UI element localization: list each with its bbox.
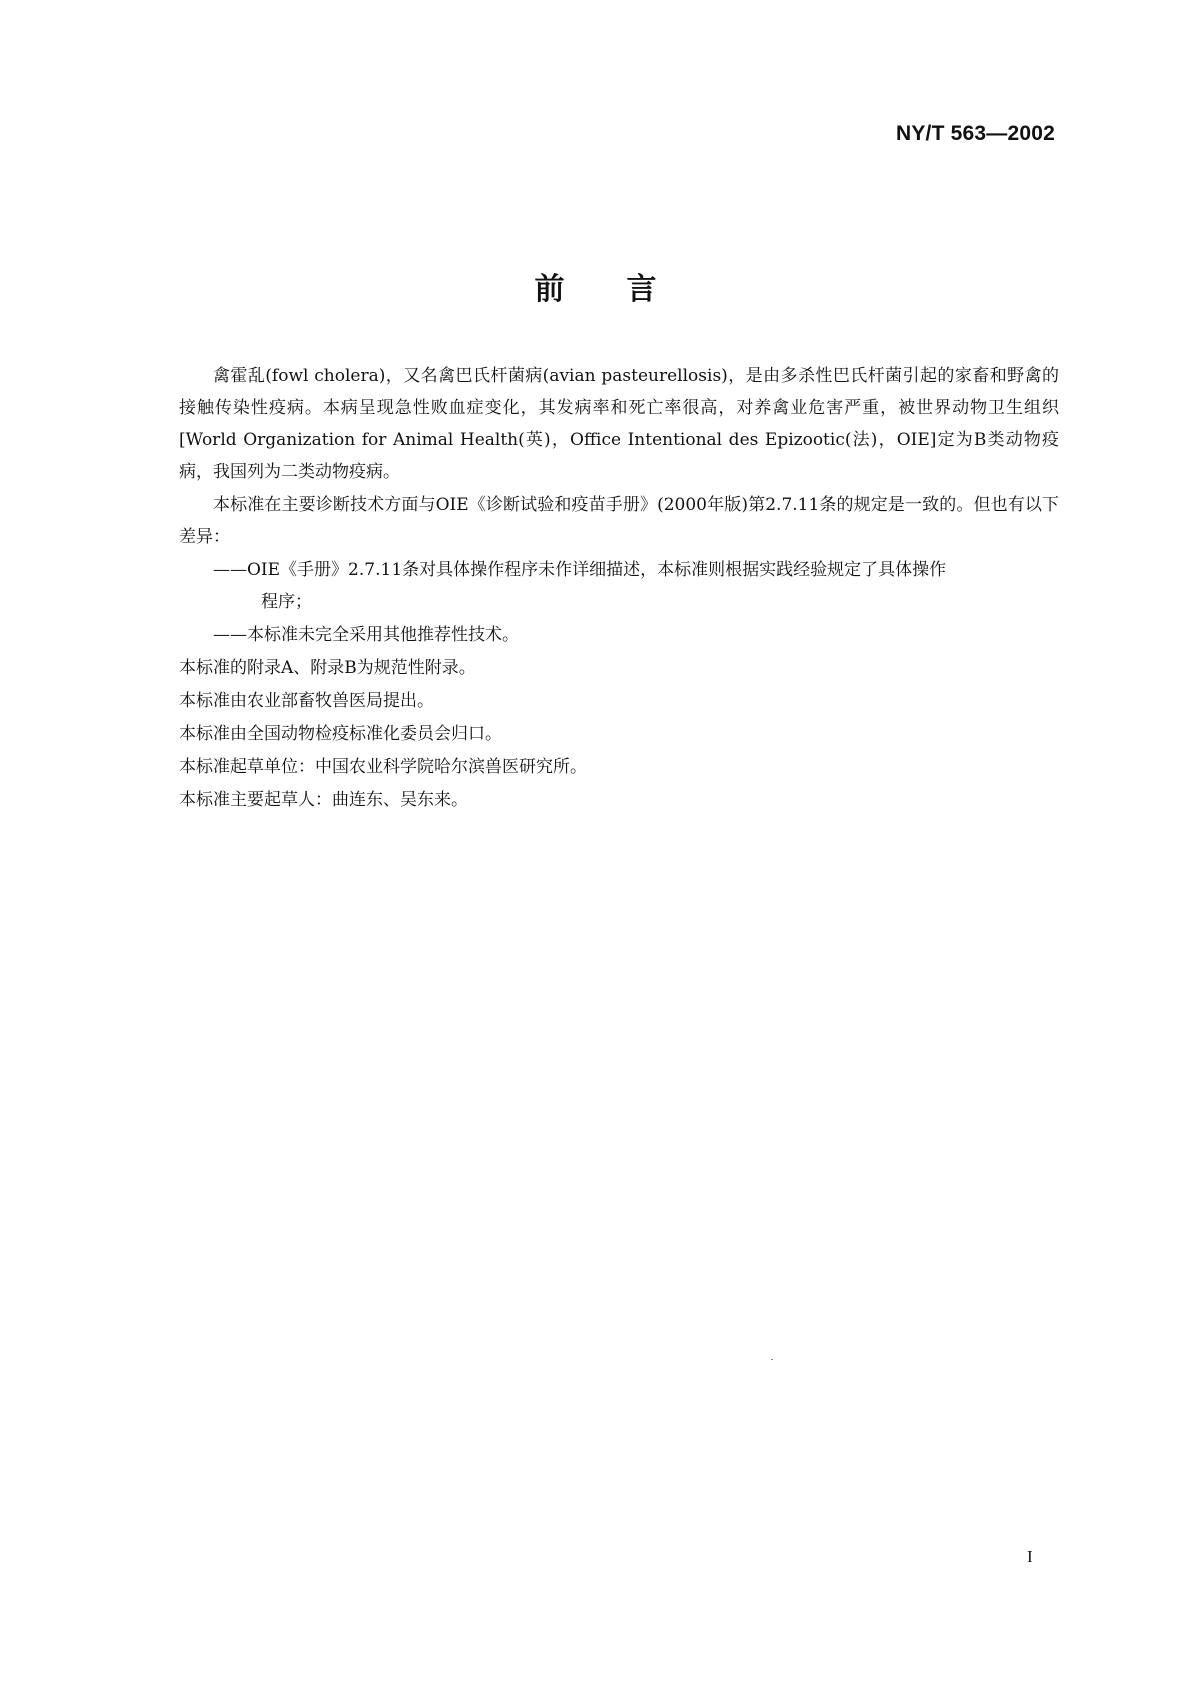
page-title: 前言 — [534, 272, 719, 307]
standard-code: NY/T 563—2002 — [895, 122, 1055, 145]
difference-text: 本标准未完全采用其他推荐性技术。 — [247, 625, 519, 645]
statement-drafting-unit: 本标准起草单位：中国农业科学院哈尔滨兽医研究所。 — [179, 757, 587, 777]
statement-annex: 本标准的附录A、附录B为规范性附录。 — [179, 658, 476, 678]
difference-text-continued: 程序； — [261, 592, 312, 612]
dash-mark: —— — [213, 625, 247, 645]
statement-drafters: 本标准主要起草人：曲连东、吴东来。 — [179, 790, 468, 810]
paragraph-consistency: 本标准在主要诊断技术方面与OIE《诊断试验和疫苗手册》(2000年版)第2.7.11条的规定是一致的。但也有以下差异： — [179, 495, 1059, 547]
page-number: I — [1027, 1547, 1033, 1566]
difference-item — [179, 619, 1059, 651]
statement-centralized: 本标准由全国动物检疫标准化委员会归口。 — [179, 724, 502, 744]
difference-text: OIE《手册》2.7.11条对具体操作程序未作详细描述，本标准则根据实践经验规定了具体操作 — [247, 560, 947, 580]
statement-proposer: 本标准由农业部畜牧兽医局提出。 — [179, 691, 434, 711]
paragraph-intro: 禽霍乱(fowl cholera)，又名禽巴氏杆菌病(avian pasteurellosis)，是由多杀性巴氏杆菌引起的家畜和野禽的接触传染性疫病。本病呈现急性败血症变化，其发病率和死亡率很高，对养禽业危害严重，被世界动物卫生组织[World Organization for Animal Health(英)，Office Intentional des Epizootic(法)，OIE]定为B类动物疫病，我国列为二类动物疫病。 — [179, 366, 1059, 482]
dash-mark: —— — [213, 560, 247, 580]
difference-item — [179, 554, 1059, 618]
scan-speck — [771, 1359, 773, 1360]
foreword-body — [179, 360, 1059, 817]
